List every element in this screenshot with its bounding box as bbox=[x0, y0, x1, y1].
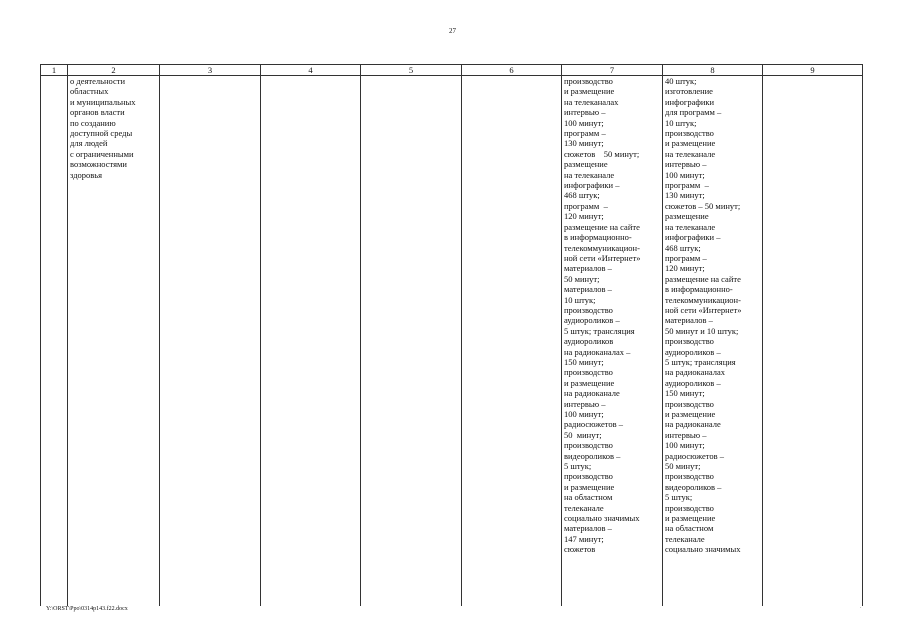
column-header-7: 7 bbox=[562, 65, 663, 76]
column-header-4: 4 bbox=[261, 65, 361, 76]
column-header-5: 5 bbox=[361, 65, 462, 76]
column-header-8: 8 bbox=[663, 65, 763, 76]
col8-text: 40 штук; изготовление инфографики для программ – 10 штук; производство и размещение на телеканале интервью – 100 минут; программ – 130 минут; сюжетов – 50 минут; размещение на телеканале инфографики – 468 штук; программ – 120 минут; размещение на сайте в информационно- телекоммуникацион- ной сети «Интернет» материалов – 50 минут и 10 штук; производство аудиороликов – 5 штук; трансляция на радиоканалах аудиороликов – 150 минут; производство и размещение на радиоканале интервью – 100 минут; радиосюжетов – 50 минут; производство видеороликов – 5 штук; производство и размещение на областном телеканале социально значимых bbox=[665, 76, 742, 555]
cell-col-7 bbox=[562, 76, 663, 607]
col7-text: производство и размещение на телеканалах интервью – 100 минут; программ – 130 минут; сюжетов 50 минут; размещение на телеканале инфографики – 468 штук; программ – 120 минут; размещение на сайте в информационно- телекоммуникацион- ной сети «Интернет» материалов – 50 минут; материалов – 10 штук; производство аудиороликов – 5 штук; трансляция аудиороликов на радиоканалах – 150 минут; производство и размещение на радиоканале интервью – 100 минут; радиосюжетов – 50 минут; производство видеороликов – 5 штук; производство и размещение на областном телеканале социально значимых материалов – 147 минут; сюжетов bbox=[564, 76, 641, 555]
column-header-1: 1 bbox=[41, 65, 68, 76]
page-number: 27 bbox=[449, 27, 456, 35]
description-text: о деятельности областных и муниципальных органов власти по созданию доступной среды для людей с ограниченными возможностями здоровья bbox=[70, 76, 136, 180]
cell-col-4 bbox=[261, 76, 361, 607]
footer-file-path: Y:\ORST\Ppo\0314p143.f22.docx bbox=[46, 606, 128, 612]
column-header-3: 3 bbox=[160, 65, 261, 76]
cell-col-9 bbox=[763, 76, 863, 607]
main-table bbox=[40, 64, 863, 606]
column-header-6: 6 bbox=[462, 65, 562, 76]
cell-col-1 bbox=[41, 76, 68, 607]
column-header-2: 2 bbox=[68, 65, 160, 76]
cell-col-3 bbox=[160, 76, 261, 607]
cell-col-6 bbox=[462, 76, 562, 607]
header-row bbox=[41, 65, 863, 76]
cell-col-8 bbox=[663, 76, 763, 607]
cell-col-5 bbox=[361, 76, 462, 607]
table-row bbox=[41, 76, 863, 607]
footer-mark: . bbox=[860, 604, 862, 610]
cell-col-2 bbox=[68, 76, 160, 607]
column-header-9: 9 bbox=[763, 65, 863, 76]
